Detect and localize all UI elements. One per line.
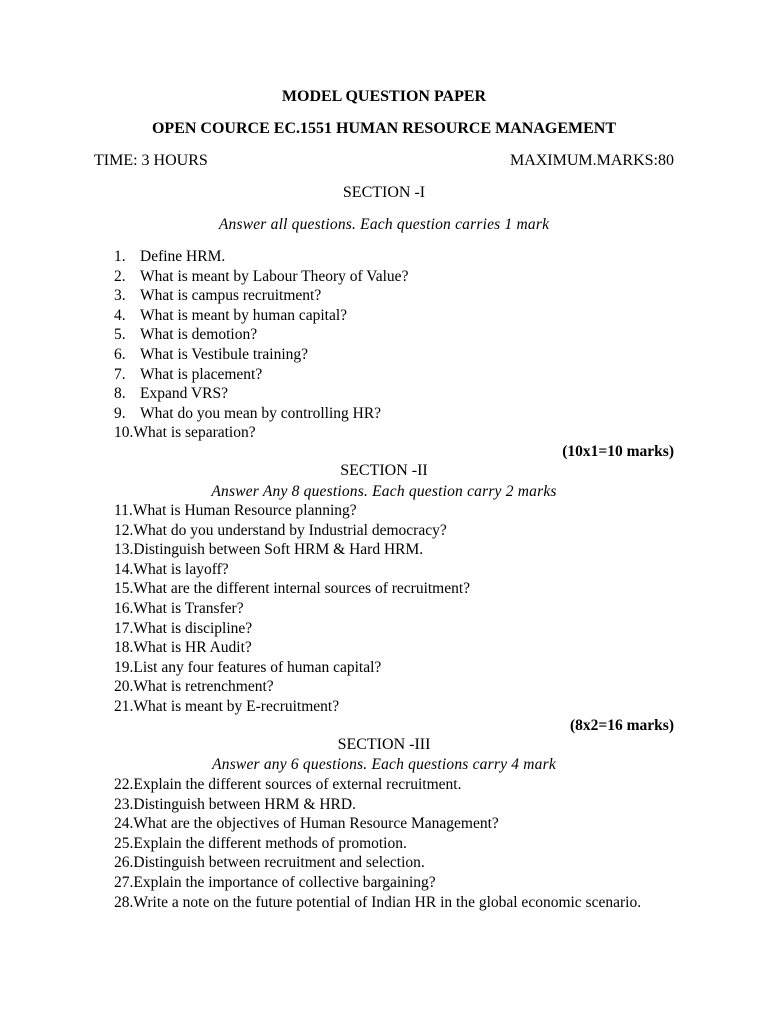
question-item: [114, 697, 676, 717]
question-text: Distinguish between Soft HRM & Hard HRM.: [133, 541, 424, 559]
question-text: What is demotion?: [140, 326, 258, 344]
section-1-question-list: [114, 247, 676, 443]
question-text: What is Vestibule training?: [140, 345, 309, 363]
question-text: What is layoff?: [133, 560, 229, 578]
question-text: What are the different internal sources of recruitment?: [133, 580, 471, 598]
question-number: 27.: [114, 873, 134, 891]
section-3-instruction: Answer any 6 questions. Each questions carry 4 mark: [212, 756, 556, 773]
question-item: [114, 345, 676, 365]
question-text: What are the objectives of Human Resource Management?: [133, 815, 499, 833]
question-number: 7.: [114, 365, 126, 383]
question-text: What is placement?: [140, 365, 263, 383]
question-number: 1.: [114, 248, 126, 265]
question-item: [114, 677, 676, 697]
question-text: What is retrenchment?: [133, 678, 274, 696]
course-title: OPEN COURCE EC.1551 HUMAN RESOURCE MANAGEMENT: [151, 120, 616, 137]
question-text: Explain the different methods of promotion.: [133, 834, 407, 852]
section-2-question-list: [114, 501, 676, 717]
question-number: 20.: [114, 678, 134, 696]
question-number: 17.: [114, 619, 134, 637]
question-text: Define HRM.: [140, 248, 226, 265]
question-item: [114, 795, 676, 815]
question-text: What is meant by human capital?: [140, 306, 348, 324]
question-text: Expand VRS?: [140, 385, 228, 403]
question-text: What do you mean by controlling HR?: [140, 404, 382, 422]
question-text: Explain the importance of collective bargaining?: [133, 873, 436, 891]
question-number: 12.: [114, 521, 134, 539]
question-item: [114, 658, 676, 678]
question-item: [114, 540, 676, 560]
maximum-marks: MAXIMUM.MARKS:80: [509, 152, 674, 169]
question-number: 4.: [114, 306, 126, 324]
section-2-instruction: Answer Any 8 questions. Each question carry 2 marks: [211, 483, 557, 500]
question-number: 8.: [114, 385, 126, 403]
question-item: [114, 814, 676, 834]
section-1-marks: (10x1=10 marks): [562, 443, 674, 460]
question-number: 10.: [114, 424, 134, 442]
question-number: 16.: [114, 599, 134, 617]
question-text: Explain the different sources of external recruitment.: [133, 776, 462, 793]
question-number: 14.: [114, 560, 134, 578]
section-1-instruction: Answer all questions. Each question carries 1 mark: [218, 216, 550, 233]
question-text: Write a note on the future potential of Indian HR in the global economic scenario.: [133, 893, 642, 911]
question-number: 23.: [114, 795, 134, 813]
question-text: Distinguish between HRM & HRD.: [133, 795, 356, 813]
question-text: What is Human Resource planning?: [132, 502, 357, 519]
question-item: [114, 775, 676, 795]
question-item: [114, 579, 676, 599]
paper-title: MODEL QUESTION PAPER: [281, 88, 487, 105]
question-number: 19.: [114, 658, 134, 676]
question-number: 24.: [114, 815, 134, 833]
question-item: [114, 267, 676, 287]
question-number: 18.: [114, 639, 134, 657]
question-text: Distinguish between recruitment and selection.: [133, 854, 425, 872]
question-text: What is campus recruitment?: [140, 287, 322, 305]
question-number: 15.: [114, 580, 134, 598]
question-number: 11.: [114, 502, 133, 519]
question-item: [114, 325, 676, 345]
question-item: [114, 521, 676, 541]
question-number: 22.: [114, 776, 134, 793]
question-item: [114, 873, 676, 893]
question-item: [114, 619, 676, 639]
question-text: What is separation?: [133, 424, 256, 442]
question-item: [114, 365, 676, 385]
question-item: [114, 638, 676, 658]
question-number: 25.: [114, 834, 134, 852]
section-3-heading: SECTION -III: [337, 736, 431, 753]
question-text: List any four features of human capital?: [133, 658, 382, 676]
question-text: What is meant by E-recruitment?: [133, 697, 340, 715]
exam-time: TIME: 3 HOURS: [94, 152, 208, 169]
question-text: What do you understand by Industrial democracy?: [133, 521, 447, 539]
question-number: 13.: [114, 541, 134, 559]
question-text: What is discipline?: [133, 619, 253, 637]
question-number: 26.: [114, 854, 134, 872]
section-2-heading: SECTION -II: [340, 462, 428, 479]
question-item: [114, 853, 676, 873]
question-item: [114, 306, 676, 326]
section-3-question-list: [114, 775, 676, 912]
question-item: [114, 404, 676, 424]
question-item: [114, 501, 676, 521]
question-number: 9.: [114, 404, 126, 422]
section-2-marks: (8x2=16 marks): [570, 717, 674, 734]
question-text: What is Transfer?: [133, 599, 244, 617]
question-number: 2.: [114, 267, 126, 285]
question-number: 28.: [114, 893, 134, 911]
question-number: 21.: [114, 697, 134, 715]
question-item: [114, 247, 676, 267]
question-item: [114, 560, 676, 580]
question-number: 6.: [114, 345, 126, 363]
question-number: 5.: [114, 326, 126, 344]
question-item: [114, 384, 676, 404]
question-text: What is HR Audit?: [133, 639, 252, 657]
question-item: [114, 423, 676, 443]
question-number: 3.: [114, 287, 126, 305]
question-item: [114, 893, 676, 913]
question-item: [114, 599, 676, 619]
question-text: What is meant by Labour Theory of Value?: [140, 267, 409, 285]
question-item: [114, 286, 676, 306]
section-1-heading: SECTION -I: [342, 184, 426, 201]
question-item: [114, 834, 676, 854]
